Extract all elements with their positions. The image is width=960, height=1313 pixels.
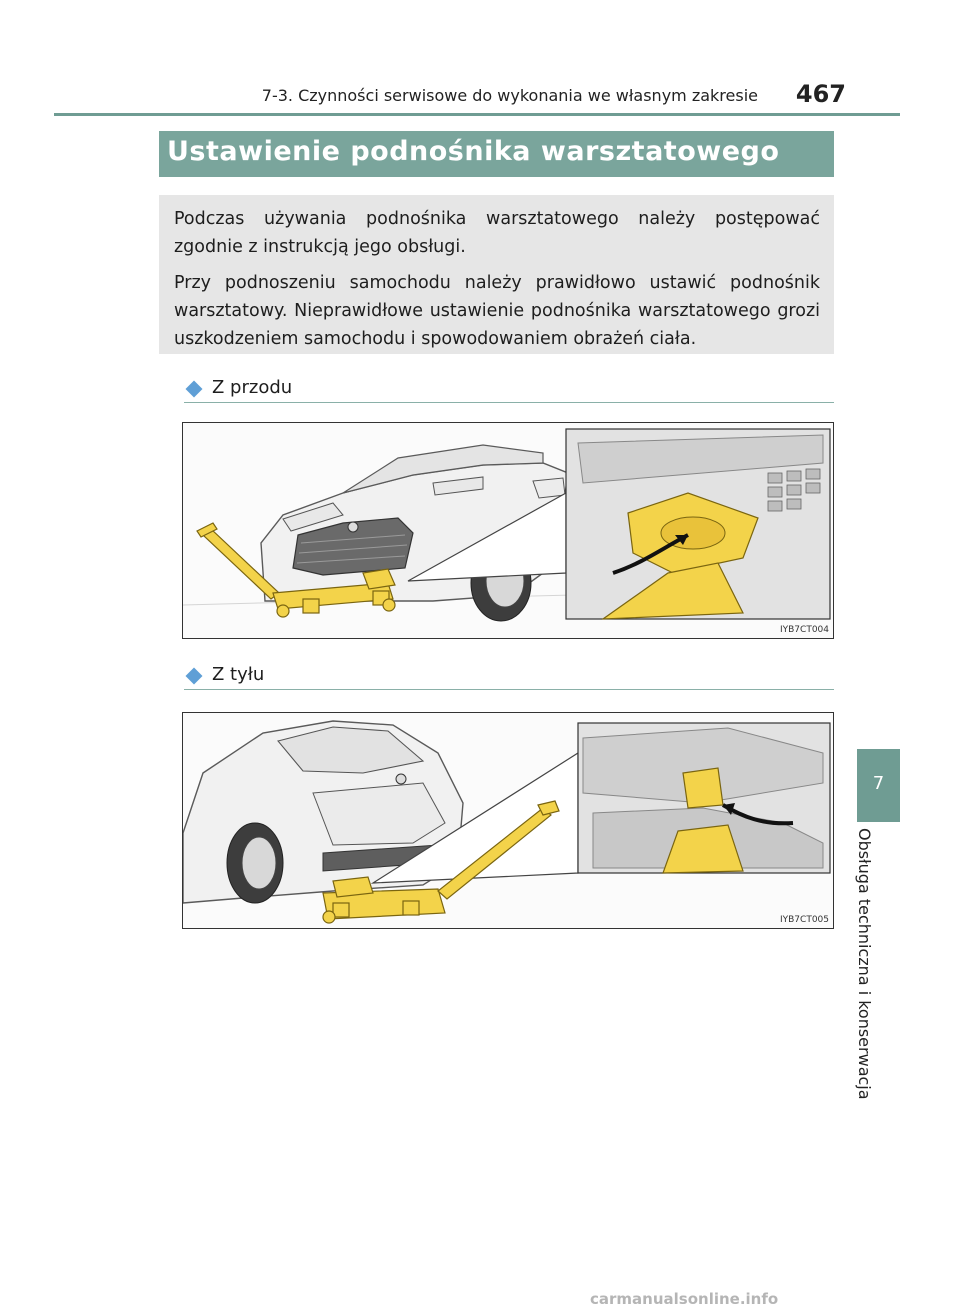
subheading-rear-label: Z tyłu (212, 664, 265, 685)
info-paragraph-1: Podczas używania podnośnika warsztatowego należy postępować zgodnie z instrukcją jego obsługi. (174, 209, 820, 257)
figure-front-jack-point (182, 422, 834, 639)
car-badge (348, 522, 358, 532)
car-badge (396, 774, 406, 784)
chapter-tab (857, 749, 900, 822)
info-paragraph-2: Przy podnoszeniu samochodu należy prawidłowo ustawić podnośnik warsztatowy. Nieprawidłowe ustawienie podnośnika warsztatowego grozi uszkodzeniem samochodu i spowodowaniem obrażeń ciała. (174, 273, 820, 349)
figure-code: IYB7CT005 (779, 915, 829, 925)
subheading-front (184, 377, 834, 407)
chapter-number: 7 (872, 773, 885, 794)
figure-code: IYB7CT004 (779, 625, 829, 635)
front-illustration (183, 423, 833, 638)
subheading-divider (184, 689, 834, 690)
page-title: Ustawienie podnośnika warsztatowego (167, 136, 780, 167)
info-box (159, 195, 834, 354)
chapter-name (855, 828, 888, 1128)
front-jack-inset (566, 429, 830, 619)
diamond-bullet-icon (186, 381, 203, 398)
jack-saddle (683, 768, 723, 808)
figure-rear-jack-point (182, 712, 834, 929)
subheading-front-label: Z przodu (212, 377, 293, 398)
subheading-rear (184, 664, 834, 694)
running-head (0, 80, 846, 110)
rear-jack-inset (578, 723, 830, 873)
header-divider (54, 113, 900, 116)
section-title: 7-3. Czynności serwisowe do wykonania we własnym zakresie (261, 86, 758, 105)
page-number: 467 (795, 80, 846, 108)
rear-illustration (183, 713, 833, 929)
subheading-divider (184, 402, 834, 403)
title-bar (159, 131, 834, 177)
chapter-name-text: Obsługa techniczna i konserwacja (855, 828, 874, 1100)
diamond-bullet-icon (186, 668, 203, 685)
watermark: carmanualsonline.info (590, 1290, 779, 1308)
